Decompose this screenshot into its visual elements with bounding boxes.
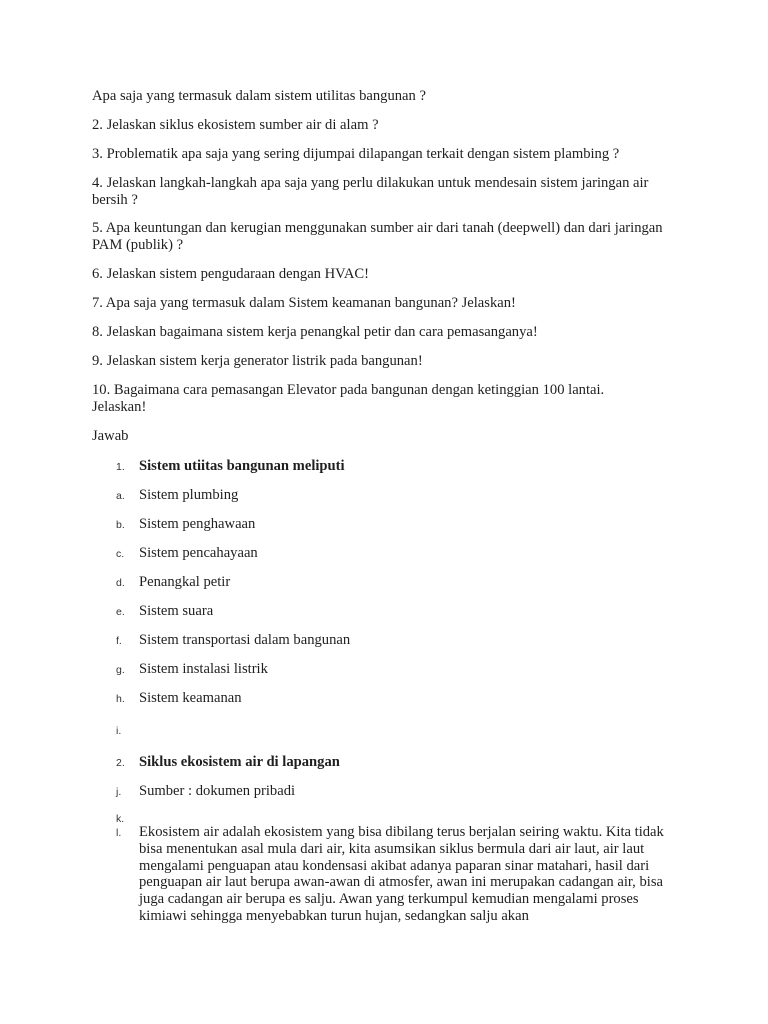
question-3: 3. Problematik apa saja yang sering dijumpai dilapangan terkait dengan sistem plambing ? (92, 146, 620, 162)
list-item-text: Sistem transportasi dalam bangunan (139, 632, 351, 648)
list-marker: b. (116, 519, 125, 531)
list-marker: j. (116, 786, 122, 798)
list-marker: d. (116, 577, 125, 589)
list-marker: 2. (116, 757, 125, 769)
list-item-text: Penangkal petir (139, 574, 231, 590)
question-7: 7. Apa saja yang termasuk dalam Sistem keamanan bangunan? Jelaskan! (92, 295, 516, 311)
question-1: Apa saja yang termasuk dalam sistem utilitas bangunan ? (92, 88, 426, 104)
paragraph-water-ecosystem: Ekosistem air adalah ekosistem yang bisa dibilang terus berjalan seiring waktu. Kita tidak bisa menentukan asal mula dari air, kita asumsikan siklus bermula dari air laut, air laut mengalami penguapan atau kondensasi akibat adanya paparan sinar matahari, hasil dari penguapan air laut berupa awan-awan di atmosfer, awan ini merupakan cadangan air, bisa juga cadangan air berupa es salju. Awan yang terkumpul kemudian mengalami proses kimiawi sehingga menyebabkan turun hujan, sedangkan salju akan (139, 824, 664, 924)
question-5: 5. Apa keuntungan dan kerugian menggunakan sumber air dari tanah (deepwell) dan dari jaringan PAM (publik) ? (92, 220, 663, 253)
list-item-text: Sistem penghawaan (139, 516, 256, 532)
list-marker: e. (116, 606, 125, 618)
question-10: 10. Bagaimana cara pemasangan Elevator pada bangunan dengan ketinggian 100 lantai. Jelaskan! (92, 382, 605, 415)
list-marker: a. (116, 490, 125, 502)
list-marker: i. (116, 725, 122, 737)
list-item-text: Sistem plumbing (139, 487, 239, 503)
list-item-text: Sistem keamanan (139, 690, 242, 706)
list-item-text: Sistem instalasi listrik (139, 661, 268, 677)
list-marker: 1. (116, 461, 125, 473)
section-heading-water-cycle: Siklus ekosistem air di lapangan (139, 754, 340, 770)
list-item-text: Sistem suara (139, 603, 214, 619)
answer-heading: Jawab (92, 428, 129, 444)
list-marker: c. (116, 548, 125, 560)
list-item-text: Sistem pencahayaan (139, 545, 258, 561)
question-6: 6. Jelaskan sistem pengudaraan dengan HVAC! (92, 266, 369, 282)
list-marker: h. (116, 693, 125, 705)
section-heading-utilities: Sistem utiitas bangunan meliputi (139, 458, 345, 474)
list-marker: l. (116, 827, 122, 839)
list-marker: k. (116, 813, 125, 825)
question-8: 8. Jelaskan bagaimana sistem kerja penangkal petir dan cara pemasanganya! (92, 324, 538, 340)
list-marker: g. (116, 664, 125, 676)
question-2: 2. Jelaskan siklus ekosistem sumber air di alam ? (92, 117, 379, 133)
question-9: 9. Jelaskan sistem kerja generator listrik pada bangunan! (92, 353, 423, 369)
list-marker: f. (116, 635, 122, 647)
list-item-text: Sumber : dokumen pribadi (139, 783, 296, 799)
question-4: 4. Jelaskan langkah-langkah apa saja yang perlu dilakukan untuk mendesain sistem jaringan air bersih ? (92, 175, 649, 208)
